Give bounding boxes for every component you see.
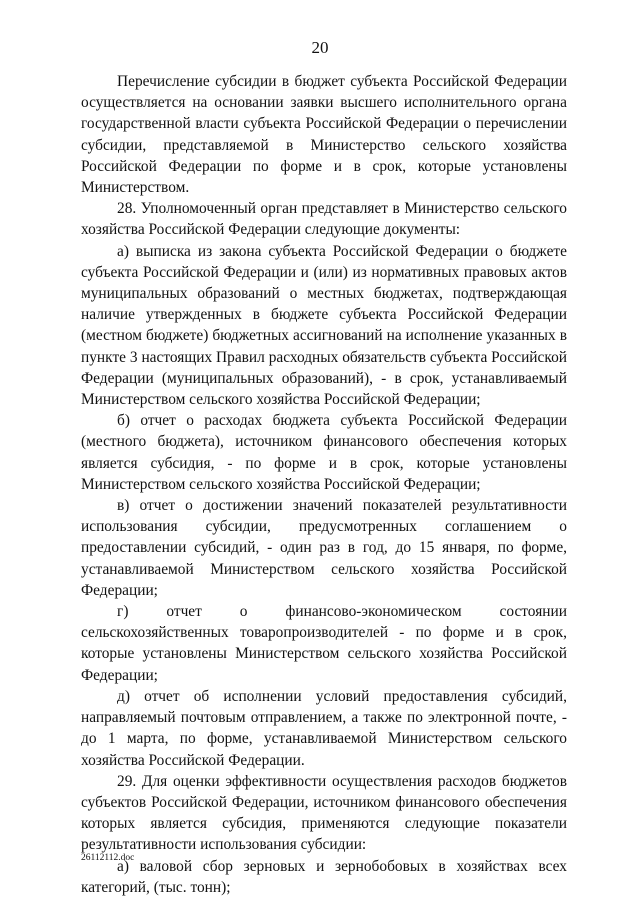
paragraph-29: 29. Для оценки эффективности осуществления расходов бюджетов субъектов Российской Федерации, источником финансового обеспечения которых является субсидия, применяются следующие показатели результативности использования субсидии: bbox=[81, 772, 567, 854]
paragraph-28v: в) отчет о достижении значений показателей результативности использования субсидии, предусмотренных соглашением о предоставлении субсидий, - один раз в год, до 15 января, по форме, устанавливаемой Министерством сельского хозяйства Российской Федерации; bbox=[81, 497, 567, 599]
paragraph-28g: г) отчет о финансово-экономическом состоянии сельскохозяйственных товаропроизводителей - по форме и в срок, которые установлены Министерством сельского хозяйства Российской Федерации; bbox=[81, 603, 567, 684]
paragraph-28: 28. Уполномоченный орган представляет в Министерство сельского хозяйства Российской Федерации следующие документы: bbox=[81, 200, 567, 239]
paragraph-subsidy-transfer: Перечисление субсидии в бюджет субъекта Российской Федерации осуществляется на основании заявки высшего исполнительного органа государственной власти субъекта Российской Федерации о перечислении субсидии, представляемой в Министерство сельского хозяйства Российской Федерации по форме и в срок, которые установлены Министерством. bbox=[81, 73, 567, 197]
page-number: 20 bbox=[311, 38, 329, 57]
paragraph-29a: а) валовой сбор зерновых и зернобобовых в хозяйствах всех категорий, (тыс. тонн); bbox=[81, 857, 567, 896]
paragraph-28a: а) выписка из закона субъекта Российской Федерации о бюджете субъекта Российской Федерации и (или) из нормативных правовых актов муниципальных образований о местных бюджетах, подтверждающая наличие утвержденных в бюджете субъекта Российской Федерации (местном бюджете) бюджетных ассигнований на исполнение указанных в пункте 3 настоящих Правил расходных обязательств субъекта Российской Федерации (муниципальных образований), - в срок, устанавливаемый Министерством сельского хозяйства Российской Федерации; bbox=[81, 242, 567, 409]
document-body bbox=[81, 71, 567, 898]
footer-document-code: 26112112.doc bbox=[81, 853, 135, 863]
paragraph-28d: д) отчет об исполнении условий предоставления субсидий, направляемый почтовым отправлением, а также по электронной почте, - до 1 марта, по форме, устанавливаемой Министерством сельского хозяйства Российской Федерации. bbox=[81, 687, 567, 769]
paragraph-28b: б) отчет о расходах бюджета субъекта Российской Федерации (местного бюджета), источником финансового обеспечения которых является субсидия, - по форме и в срок, которые установлены Министерством сельского хозяйства Российской Федерации; bbox=[81, 412, 567, 493]
